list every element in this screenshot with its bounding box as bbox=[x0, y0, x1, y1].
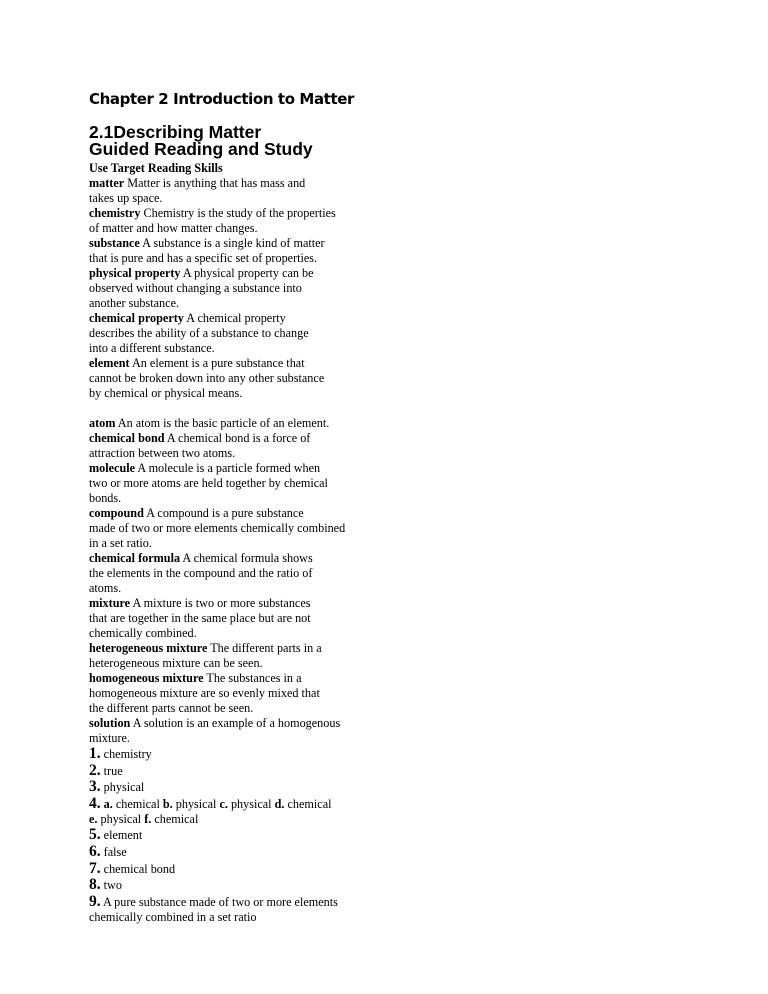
vocab-entry: matter Matter is anything that has mass and bbox=[89, 176, 306, 190]
vocab-term: mixture bbox=[89, 596, 131, 610]
vocab-entry: physical property A physical property can be bbox=[89, 266, 314, 280]
answer-item: 1. chemistry bbox=[89, 745, 152, 762]
vocab-term: substance bbox=[89, 236, 140, 250]
vocab-term: chemical property bbox=[89, 311, 184, 325]
vocab-entry: substance A substance is a single kind of matter bbox=[89, 236, 325, 250]
answer-item: 7. chemical bond bbox=[89, 859, 176, 877]
vocab-term: chemical formula bbox=[89, 551, 181, 565]
vocab-term: solution bbox=[89, 716, 131, 730]
vocab-entry: element An element is a pure substance that bbox=[89, 356, 305, 370]
section-subtitle: Guided Reading and Study bbox=[89, 139, 313, 159]
vocab-entry: chemical formula A chemical formula shows bbox=[89, 551, 313, 565]
vocab-term: matter bbox=[89, 176, 125, 190]
body-text: Use Target Reading Skills matter Matter is anything that has mass and takes up space. chemistry Chemistry is the study of the properties of matter and how matter changes. substance A substance is a single kind of matter that is pure and has a specific set of properties. physical property A physical property can be observed without changing a substance into another substance. chemical property A chemical property describes the ability of a substance to change into a different substance. element An element is a pure substance that cannot be broken down into any other substance by chemical or physical means. atom An atom is the basic particle of an element. chemical bond A chemical bond is a force of attraction between two atoms. molecule A molecule is a particle formed when two or more atoms are held together by chemical bonds. compound A compound is a pure substance made of two or more elements chemically combined in a set ratio. chemical formula A chemical formula shows the elements in the compound and the ratio of atoms. mixture A mixture is two or more substances that are together in the same place but are not chemically combined. heterogeneous mixture The different parts in a heterogeneous mixture can be seen. homogeneous mixture The substances in a homogeneous mixture are so evenly mixed that the different parts cannot be seen. solution A solution is an example of a homogenous mixture. 1. chemistry 2. true 3. physical 4. a. chemical b. physical c. physical d. chemical e. physical f. chemical 5. element 6. false 7. chemical bond 8. two 9. A pure substance made of two or more elements chemically combined in a set ratio bbox=[89, 161, 529, 925]
paragraph-gap bbox=[89, 401, 529, 416]
vocab-entry: molecule A molecule is a particle formed when bbox=[89, 461, 321, 475]
vocab-term: element bbox=[89, 356, 130, 370]
vocab-term: atom bbox=[89, 416, 116, 430]
vocab-term: physical property bbox=[89, 266, 181, 280]
answer-continuation: e. physical f. chemical bbox=[89, 812, 199, 827]
vocab-term: homogeneous mixture bbox=[89, 671, 204, 685]
answer-item: 5. element bbox=[89, 826, 143, 844]
answer-number: 9. bbox=[89, 892, 101, 910]
answer-item: 4. a. chemical b. physical c. physical d. chemical bbox=[89, 794, 332, 812]
vocab-entry: mixture A mixture is two or more substances bbox=[89, 596, 311, 610]
answer-item: 6. false bbox=[89, 842, 127, 860]
section-title: 2.1Describing Matter bbox=[89, 122, 262, 142]
answer-item: 8. two bbox=[89, 876, 122, 894]
answer-item: 9. A pure substance made of two or more elements bbox=[89, 892, 338, 910]
section-heading bbox=[89, 124, 313, 158]
vocab-term: compound bbox=[89, 506, 144, 520]
vocab-entry: chemistry Chemistry is the study of the properties bbox=[89, 206, 336, 220]
vocab-term: chemistry bbox=[89, 206, 141, 220]
answer-number: 3. bbox=[89, 778, 101, 796]
answer-number: 7. bbox=[89, 859, 101, 877]
vocab-term: heterogeneous mixture bbox=[89, 641, 208, 655]
vocab-entry: chemical bond A chemical bond is a force of bbox=[89, 431, 311, 445]
answer-number: 6. bbox=[89, 842, 101, 860]
vocab-entry: atom An atom is the basic particle of an element. bbox=[89, 416, 330, 430]
answer-number: 2. bbox=[89, 761, 101, 779]
answer-item: 3. physical bbox=[89, 778, 145, 796]
vocab-entry: solution A solution is an example of a homogenous bbox=[89, 716, 341, 730]
vocab-term: molecule bbox=[89, 461, 136, 475]
vocab-entry: homogeneous mixture The substances in a bbox=[89, 671, 302, 685]
vocab-entry: chemical property A chemical property bbox=[89, 311, 286, 325]
answer-number: 1. bbox=[89, 745, 101, 762]
answer-number: 8. bbox=[89, 876, 101, 894]
answer-item: 2. true bbox=[89, 761, 123, 779]
answer-number: 5. bbox=[89, 826, 101, 844]
answer-continuation: chemically combined in a set ratio bbox=[89, 910, 257, 925]
vocab-term: chemical bond bbox=[89, 431, 165, 445]
chapter-title: Chapter 2 Introduction to Matter bbox=[89, 90, 354, 108]
vocab-entry: heterogeneous mixture The different parts in a bbox=[89, 641, 322, 655]
vocab-entry: compound A compound is a pure substance bbox=[89, 506, 304, 520]
answer-number: 4. bbox=[89, 794, 101, 812]
skills-heading: Use Target Reading Skills bbox=[89, 161, 223, 175]
